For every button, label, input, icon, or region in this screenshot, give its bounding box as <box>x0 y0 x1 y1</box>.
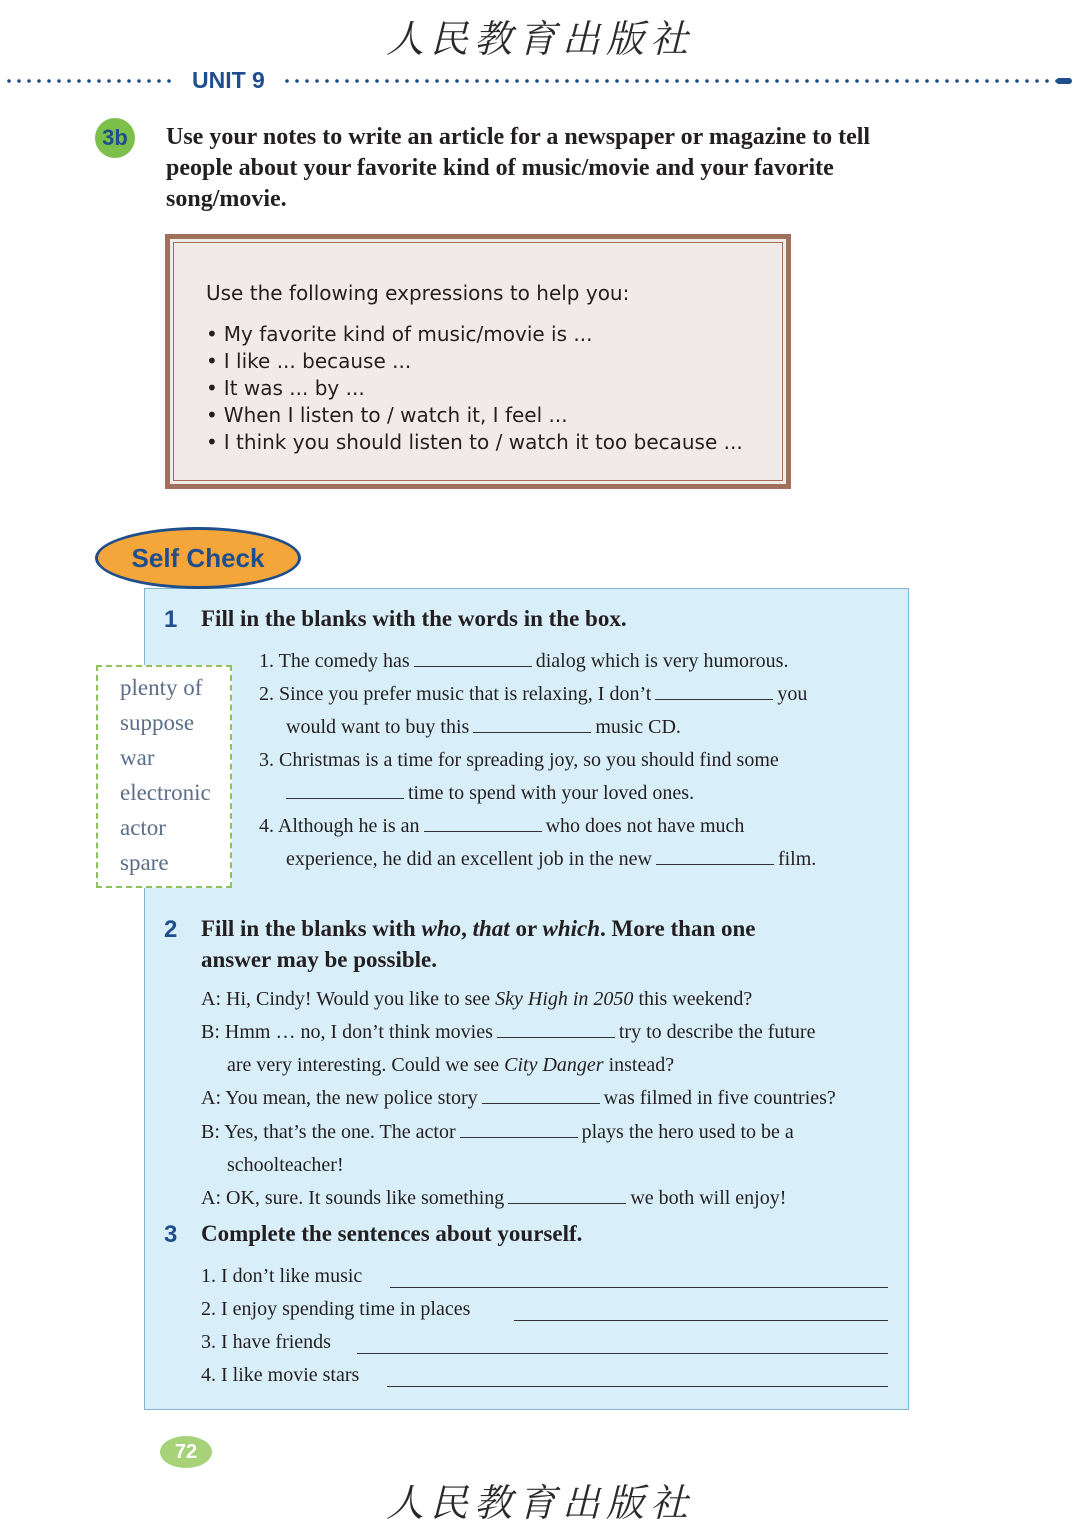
instruction-3b: Use your notes to write an article for a newspaper or magazine to tell people about your favorite kind of music/movie and your favorite song/movie. <box>166 124 871 212</box>
s1-line-5 <box>286 777 694 810</box>
title-word-who: who <box>421 916 462 941</box>
blank[interactable] <box>286 779 404 799</box>
section-1-number: 1 <box>164 606 178 633</box>
word-item: war <box>120 745 155 770</box>
line-text: you <box>777 683 808 705</box>
unit-label: UNIT 9 <box>192 67 265 93</box>
movie-title: Sky High in 2050 <box>495 988 634 1010</box>
item-number: 2. <box>259 683 274 705</box>
blank[interactable] <box>460 1118 578 1138</box>
answer-line[interactable] <box>390 1287 888 1288</box>
line-text: experience, he did an excellent job in the new <box>286 848 652 870</box>
movie-title: City Danger <box>504 1054 604 1076</box>
line-text: plays the hero used to be a <box>581 1121 794 1143</box>
title-text: or <box>509 916 543 941</box>
dialog-line-2 <box>201 1016 815 1049</box>
title-text: . More than one <box>600 916 756 941</box>
section-3-title: Complete the sentences about yourself. <box>201 1221 583 1246</box>
dialog-line-3 <box>227 1049 674 1082</box>
title-text: , <box>461 916 473 941</box>
blank[interactable] <box>414 647 532 667</box>
dialog-line-7 <box>201 1182 786 1215</box>
section-2-title-line-2: answer may be possible. <box>201 947 437 972</box>
line-text: are very interesting. Could we see <box>227 1054 505 1076</box>
expression-item: • It was ... by ... <box>206 375 743 402</box>
publisher-logo-bottom: 人民教育出版社 <box>385 1481 694 1525</box>
line-text: instead? <box>603 1054 675 1076</box>
blank[interactable] <box>497 1018 615 1038</box>
word-item: spare <box>120 850 169 875</box>
item-number: 4. <box>201 1364 216 1386</box>
word-item: suppose <box>120 710 195 735</box>
item-number: 3. <box>201 1331 216 1353</box>
s3-item-2 <box>201 1293 470 1326</box>
dialog-line-6: schoolteacher! <box>227 1154 344 1176</box>
item-number: 3. <box>259 749 274 771</box>
item-number: 1. <box>259 650 274 672</box>
line-text: A: Hi, Cindy! Would you like to see <box>201 988 496 1010</box>
section-2-title <box>201 916 755 942</box>
title-word-that: that <box>472 916 510 941</box>
item-number: 1. <box>201 1265 216 1287</box>
line-text: we both will enjoy! <box>630 1187 787 1209</box>
s1-line-7 <box>286 843 816 876</box>
expressions-box-inner <box>173 242 783 481</box>
s3-item-1 <box>201 1260 362 1293</box>
blank[interactable] <box>508 1184 626 1204</box>
page-number: 72 <box>160 1436 212 1468</box>
word-box <box>96 665 232 888</box>
blank[interactable] <box>473 713 591 733</box>
line-text: B: Yes, that’s the one. The actor <box>201 1121 456 1143</box>
line-text: would want to buy this <box>286 716 470 738</box>
line-text: A: You mean, the new police story <box>201 1087 478 1109</box>
title-word-which: which <box>542 916 601 941</box>
dotted-rule-left <box>4 79 176 83</box>
word-item: actor <box>120 815 166 840</box>
badge-3b: 3b <box>95 118 135 158</box>
s1-line-1 <box>259 645 788 678</box>
line-text: B: Hmm … no, I don’t think movies <box>201 1021 493 1043</box>
self-check-badge: Self Check <box>95 527 301 589</box>
title-text: Fill in the blanks with <box>201 916 422 941</box>
line-text: A: OK, sure. It sounds like something <box>201 1187 505 1209</box>
dotted-rule-right <box>282 79 1058 83</box>
expressions-box <box>165 234 791 489</box>
answer-line[interactable] <box>357 1353 888 1354</box>
item-number: 2. <box>201 1298 216 1320</box>
line-text: Since you prefer music that is relaxing, I don’t <box>279 683 652 705</box>
line-text: I have friends <box>221 1331 331 1353</box>
blank[interactable] <box>655 680 773 700</box>
line-text: I enjoy spending time in places <box>221 1298 471 1320</box>
word-item: plenty of <box>120 675 203 700</box>
line-text: The comedy has <box>278 650 410 672</box>
s1-line-4 <box>259 744 779 777</box>
section-3-number: 3 <box>164 1221 178 1248</box>
word-item: electronic <box>120 780 211 805</box>
expression-item: • When I listen to / watch it, I feel ... <box>206 402 743 429</box>
item-number: 4. <box>259 815 274 837</box>
line-text: I like movie stars <box>221 1364 360 1386</box>
blank[interactable] <box>482 1084 600 1104</box>
expressions-list <box>206 321 743 456</box>
answer-line[interactable] <box>387 1386 888 1387</box>
rule-end-cap <box>1056 78 1072 84</box>
section-1-title: Fill in the blanks with the words in the box. <box>201 606 627 631</box>
unit-header <box>0 64 1080 98</box>
s1-line-6 <box>259 810 744 843</box>
line-text: this weekend? <box>633 988 753 1010</box>
expression-item: • My favorite kind of music/movie is ... <box>206 321 743 348</box>
s3-item-4 <box>201 1359 359 1392</box>
blank[interactable] <box>656 845 774 865</box>
line-text: who does not have much <box>545 815 745 837</box>
s1-line-2 <box>259 678 807 711</box>
expressions-title: Use the following expressions to help you: <box>206 281 630 305</box>
line-text: Although he is an <box>277 815 420 837</box>
s3-item-3 <box>201 1326 331 1359</box>
s1-line-3 <box>286 711 681 744</box>
dialog-line-4 <box>201 1082 836 1115</box>
expression-item: • I like ... because ... <box>206 348 743 375</box>
section-2-number: 2 <box>164 916 178 943</box>
dialog-line-5 <box>201 1116 794 1149</box>
line-text: music CD. <box>595 716 681 738</box>
line-text: dialog which is very humorous. <box>535 650 789 672</box>
line-text: try to describe the future <box>618 1021 816 1043</box>
publisher-logo-top: 人民教育出版社 <box>385 17 694 61</box>
line-text: I don’t like music <box>221 1265 363 1287</box>
answer-line[interactable] <box>514 1320 888 1321</box>
line-text: Christmas is a time for spreading joy, so you should find some <box>279 749 779 771</box>
line-text: time to spend with your loved ones. <box>408 782 695 804</box>
blank[interactable] <box>424 812 542 832</box>
line-text: film. <box>777 848 817 870</box>
line-text: was filmed in five countries? <box>603 1087 836 1109</box>
expression-item: • I think you should listen to / watch it too because ... <box>206 429 743 456</box>
dialog-line-1 <box>201 983 752 1016</box>
